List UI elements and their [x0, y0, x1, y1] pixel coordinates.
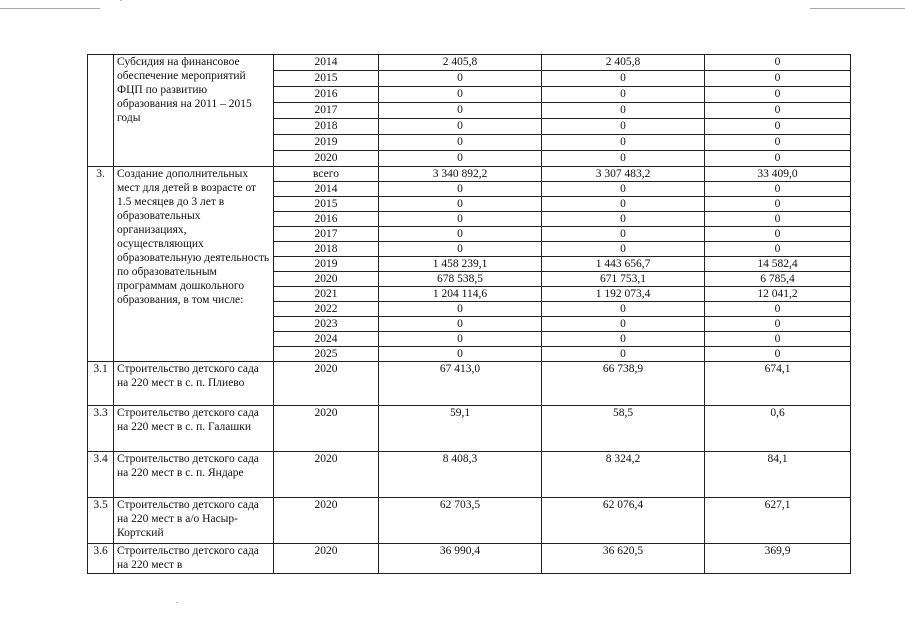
- item-name: Строительство детского сада на 220 мест в с. п. Плиево: [114, 362, 274, 406]
- year-cell: 2021: [274, 287, 379, 302]
- total-cell: 1 458 239,1: [379, 257, 542, 272]
- republic-cell: 84,1: [705, 452, 851, 498]
- federal-cell: 2 405,8: [542, 55, 705, 71]
- federal-cell: 58,5: [542, 406, 705, 452]
- total-cell: 678 538,5: [379, 272, 542, 287]
- budget-table-body: [88, 55, 851, 574]
- total-cell: 0: [379, 317, 542, 332]
- republic-cell: 0: [705, 347, 851, 362]
- year-cell: 2020: [274, 151, 379, 167]
- federal-cell: 0: [542, 332, 705, 347]
- total-cell: 0: [379, 347, 542, 362]
- subsidy-name: Субсидия на финансовое обеспечение мероприятий ФЦП по развитию образования на 2011 – 2015 годы: [114, 55, 274, 167]
- item-name: Строительство детского сада на 220 мест в: [114, 544, 274, 574]
- year-cell: 2014: [274, 182, 379, 197]
- item-name: Строительство детского сада на 220 мест в а/о Насыр-Кортский: [114, 498, 274, 544]
- top-left-rule: [0, 8, 100, 9]
- year-cell: 2016: [274, 212, 379, 227]
- table-row: [88, 406, 851, 452]
- total-cell: 0: [379, 332, 542, 347]
- republic-cell: 0: [705, 103, 851, 119]
- year-cell: 2025: [274, 347, 379, 362]
- top-right-rule: [810, 8, 905, 9]
- federal-cell: 0: [542, 119, 705, 135]
- republic-cell: 6 785,4: [705, 272, 851, 287]
- year-cell: 2017: [274, 227, 379, 242]
- item-name: Строительство детского сада на 220 мест в с. п. Галашки: [114, 406, 274, 452]
- year-cell: 2020: [274, 452, 379, 498]
- republic-cell: 33 409,0: [705, 167, 851, 182]
- republic-cell: 0: [705, 55, 851, 71]
- year-cell: всего: [274, 167, 379, 182]
- scan-speck: [176, 602, 178, 603]
- budget-table: [87, 54, 851, 574]
- year-cell: 2018: [274, 119, 379, 135]
- republic-cell: 0: [705, 135, 851, 151]
- row-number-cell: 3.1: [88, 362, 114, 406]
- federal-cell: 0: [542, 71, 705, 87]
- federal-cell: 0: [542, 103, 705, 119]
- total-cell: 0: [379, 135, 542, 151]
- year-cell: 2016: [274, 87, 379, 103]
- total-cell: 59,1: [379, 406, 542, 452]
- year-cell: 2022: [274, 302, 379, 317]
- year-cell: 2020: [274, 544, 379, 574]
- item-name: Создание дополнительных мест для детей в возрасте от 1.5 месяцев до 3 лет в образовательных организациях, осуществляющих образовательную деятельность по образовательным программам дошкольного образования, в том числе:: [114, 167, 274, 362]
- federal-cell: 0: [542, 317, 705, 332]
- row-number-cell: 3.: [88, 167, 114, 362]
- republic-cell: 0: [705, 317, 851, 332]
- total-cell: 2 405,8: [379, 55, 542, 71]
- year-cell: 2020: [274, 406, 379, 452]
- scan-speck: [120, 0, 122, 1]
- total-cell: 36 990,4: [379, 544, 542, 574]
- federal-cell: 8 324,2: [542, 452, 705, 498]
- row-number-cell: [88, 55, 114, 167]
- year-cell: 2017: [274, 103, 379, 119]
- federal-cell: 0: [542, 227, 705, 242]
- federal-cell: 66 738,9: [542, 362, 705, 406]
- total-cell: 0: [379, 212, 542, 227]
- republic-cell: 0: [705, 227, 851, 242]
- republic-cell: 0: [705, 332, 851, 347]
- year-cell: 2020: [274, 362, 379, 406]
- federal-cell: 3 307 483,2: [542, 167, 705, 182]
- republic-cell: 14 582,4: [705, 257, 851, 272]
- item-name: Строительство детского сада на 220 мест в с. п. Яндаре: [114, 452, 274, 498]
- republic-cell: 0: [705, 71, 851, 87]
- year-cell: 2019: [274, 135, 379, 151]
- federal-cell: 671 753,1: [542, 272, 705, 287]
- republic-cell: 0: [705, 87, 851, 103]
- federal-cell: 0: [542, 197, 705, 212]
- total-cell: 0: [379, 87, 542, 103]
- table-row: [88, 362, 851, 406]
- republic-cell: 0,6: [705, 406, 851, 452]
- table-row: [88, 544, 851, 574]
- year-cell: 2020: [274, 498, 379, 544]
- federal-cell: 0: [542, 151, 705, 167]
- federal-cell: 62 076,4: [542, 498, 705, 544]
- year-cell: 2024: [274, 332, 379, 347]
- table-row: [88, 452, 851, 498]
- republic-cell: 0: [705, 151, 851, 167]
- republic-cell: 627,1: [705, 498, 851, 544]
- federal-cell: 0: [542, 212, 705, 227]
- row-number-cell: 3.5: [88, 498, 114, 544]
- year-cell: 2018: [274, 242, 379, 257]
- year-cell: 2019: [274, 257, 379, 272]
- total-cell: 0: [379, 227, 542, 242]
- row-number-cell: 3.3: [88, 406, 114, 452]
- table-row: [88, 55, 851, 71]
- republic-cell: 0: [705, 302, 851, 317]
- year-cell: 2014: [274, 55, 379, 71]
- federal-cell: 0: [542, 182, 705, 197]
- federal-cell: 36 620,5: [542, 544, 705, 574]
- federal-cell: 0: [542, 242, 705, 257]
- total-cell: 0: [379, 151, 542, 167]
- total-cell: 1 204 114,6: [379, 287, 542, 302]
- year-cell: 2020: [274, 272, 379, 287]
- table-row: [88, 498, 851, 544]
- total-cell: 62 703,5: [379, 498, 542, 544]
- total-cell: 8 408,3: [379, 452, 542, 498]
- republic-cell: 0: [705, 119, 851, 135]
- federal-cell: 0: [542, 302, 705, 317]
- year-cell: 2015: [274, 197, 379, 212]
- republic-cell: 0: [705, 197, 851, 212]
- federal-cell: 0: [542, 347, 705, 362]
- total-cell: 0: [379, 103, 542, 119]
- federal-cell: 0: [542, 87, 705, 103]
- row-number-cell: 3.4: [88, 452, 114, 498]
- republic-cell: 0: [705, 212, 851, 227]
- republic-cell: 12 041,2: [705, 287, 851, 302]
- year-cell: 2015: [274, 71, 379, 87]
- total-cell: 0: [379, 119, 542, 135]
- total-cell: 3 340 892,2: [379, 167, 542, 182]
- total-cell: 0: [379, 197, 542, 212]
- total-cell: 0: [379, 71, 542, 87]
- row-number-cell: 3.6: [88, 544, 114, 574]
- table-row: [88, 167, 851, 182]
- republic-cell: 0: [705, 182, 851, 197]
- republic-cell: 0: [705, 242, 851, 257]
- total-cell: 67 413,0: [379, 362, 542, 406]
- total-cell: 0: [379, 302, 542, 317]
- total-cell: 0: [379, 182, 542, 197]
- federal-cell: 0: [542, 135, 705, 151]
- total-cell: 0: [379, 242, 542, 257]
- year-cell: 2023: [274, 317, 379, 332]
- federal-cell: 1 192 073,4: [542, 287, 705, 302]
- republic-cell: 674,1: [705, 362, 851, 406]
- republic-cell: 369,9: [705, 544, 851, 574]
- federal-cell: 1 443 656,7: [542, 257, 705, 272]
